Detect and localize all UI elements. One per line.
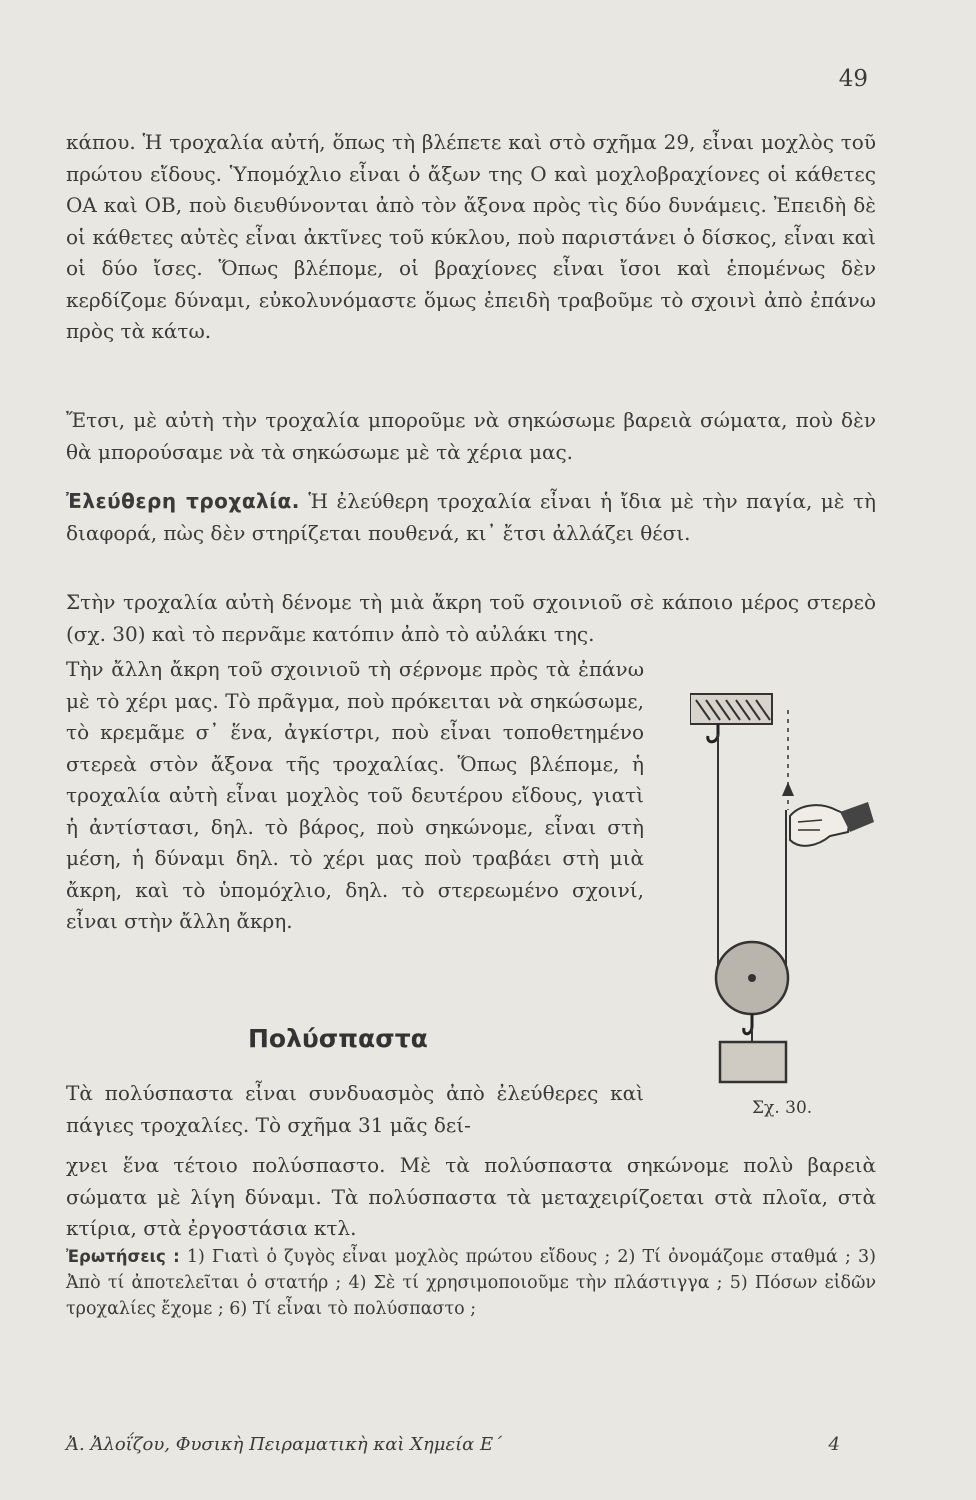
arrow-up-icon: [782, 782, 794, 796]
ceiling-hook: [708, 724, 718, 742]
paragraph-free-pulley-rope: Στὴν τροχαλία αὐτὴ δένομε τὴ μιὰ ἄκρη τοῦ σχοινιοῦ σὲ κάποιο μέρος στερεὸ (σχ. 30) καὶ τὸ περνᾶμε κατόπιν ἀπὸ τὸ αὐλάκι της.: [66, 590, 876, 646]
paragraph-free-pulley: [66, 486, 876, 549]
hand-icon: [790, 802, 874, 846]
figure-caption: Σχ. 30.: [752, 1098, 813, 1118]
page-number: 49: [838, 66, 868, 92]
paragraph-free-pulley-lever: Τὴν ἄλλη ἄκρη τοῦ σχοινιοῦ τὴ σέρνομε πρὸς τὰ ἐπάνω μὲ τὸ χέρι μας. Τὸ πρᾶγμα, ποὺ πρόκειται νὰ σηκώσωμε, τὸ κρεμᾶμε σ᾿ ἕνα, ἀγκίστρι, ποὺ εἶναι τοποθετημένο στερεὰ στὸν ἄξονα τῆς τροχαλίας. Ὅπως βλέπομε, ἡ τροχαλία αὐτὴ εἶναι μοχλὸς τοῦ δευτέρου εἴδους, γιατὶ ἡ ἀντίστασι, δηλ. τὸ βάρος, ποὺ σηκώνομε, εἶναι στὴ μέση, ἡ δύναμι δηλ. τὸ χέρι μας ποὺ τραβάει στὴ μιὰ ἄκρη, καὶ τὸ ὑπομόχλιο, δηλ. τὸ στερεωμένο σχοινί, εἶναι στὴν ἄλλη ἄκρη.: [66, 657, 644, 933]
free-pulley-text: Ἡ ἐλεύθερη τροχαλία εἶναι ἡ ἴδια μὲ τὴν παγία, μὲ τὴ διαφορά, πὼς δὲν στηρίζεται πουθενά, κι᾿ ἔτσι ἀλλάζει θέσι.: [66, 489, 876, 545]
paragraph-block-and-tackle-intro: Τὰ πολύσπαστα εἶναι συνδυασμὸς ἀπὸ ἐλεύθερες καὶ πάγιες τροχαλίες. Τὸ σχῆμα 31 μᾶς δεί-: [66, 1081, 644, 1137]
free-pulley-figure: [690, 690, 890, 1130]
free-pulley-heading: Ἐλεύθερη τροχαλία.: [66, 489, 300, 513]
questions-block: [66, 1244, 876, 1322]
pulley-axle: [748, 974, 756, 982]
ceiling-beam: [690, 694, 772, 724]
footer-signature: 4: [828, 1434, 840, 1455]
weight-hook: [744, 1014, 752, 1034]
section-heading-block-and-tackle: Πολύσπαστα: [248, 1024, 428, 1053]
questions-label: Ἐρωτήσεις :: [66, 1247, 180, 1266]
paragraph-fixed-pulley-lever: κάπου. Ἡ τροχαλία αὐτή, ὅπως τὴ βλέπετε καὶ στὸ σχῆμα 29, εἶναι μοχλὸς τοῦ πρώτου εἴδους. Ὑπομόχλιο εἶναι ὁ ἄξων της O καὶ μοχλοβραχίονες οἱ κάθετες OA καὶ OB, ποὺ διευθύνονται ἀπὸ τὸν ἄξονα πρὸς τὶς δύο δυνάμεις. Ἐπειδὴ δὲ οἱ κάθετες αὐτὲς εἶναι ἀκτῖνες τοῦ κύκλου, ποὺ παριστάνει ὁ δίσκος, εἶναι καὶ οἱ δύο ἴσες. Ὅπως βλέπομε, οἱ βραχίονες εἶναι ἴσοι καὶ ἑπομένως δὲν κερδίζομε δύναμι, εὐκολυνόμαστε ὅμως ἐπειδὴ τραβοῦμε τὸ σχοινὶ ἀπὸ ἐπάνω πρὸς τὰ κάτω.: [66, 130, 876, 343]
footer-book-title: Ἀ. Ἀλοΐζου, Φυσικὴ Πειραματικὴ καὶ Χημεία Ε´: [66, 1434, 503, 1455]
paragraph-block-and-tackle-usage: χνει ἕνα τέτοιο πολύσπαστο. Μὲ τὰ πολύσπαστα σηκώνομε πολὺ βαρειὰ σώματα μὲ λίγη δύναμι. Τὰ πολύσπαστα τὰ μεταχειρίζοεται στὰ πλοῖα, στὰ κτίρια, στὰ ἐργοστάσια κτλ.: [66, 1153, 876, 1240]
paragraph-fixed-pulley-usage: Ἔτσι, μὲ αὐτὴ τὴν τροχαλία μποροῦμε νὰ σηκώσωμε βαρειὰ σώματα, ποὺ δὲν θὰ μπορούσαμε νὰ τὰ σηκώσωμε μὲ τὰ χέρια μας.: [66, 408, 876, 464]
weight-block: [720, 1042, 786, 1082]
questions-text: 1) Γιατὶ ὁ ζυγὸς εἶναι μοχλὸς πρώτου εἴδους ; 2) Τί ὀνομάζομε σταθμά ; 3) Ἀπὸ τί ἀποτελεῖται ὁ στατήρ ; 4) Σὲ τί χρησιμοποιοῦμε τὴν πλάστιγγα ; 5) Πόσων εἰδῶν τροχαλίες ἔχομε ; 6) Τί εἶναι τὸ πολύσπαστο ;: [66, 1247, 877, 1319]
footer: [66, 1434, 840, 1455]
